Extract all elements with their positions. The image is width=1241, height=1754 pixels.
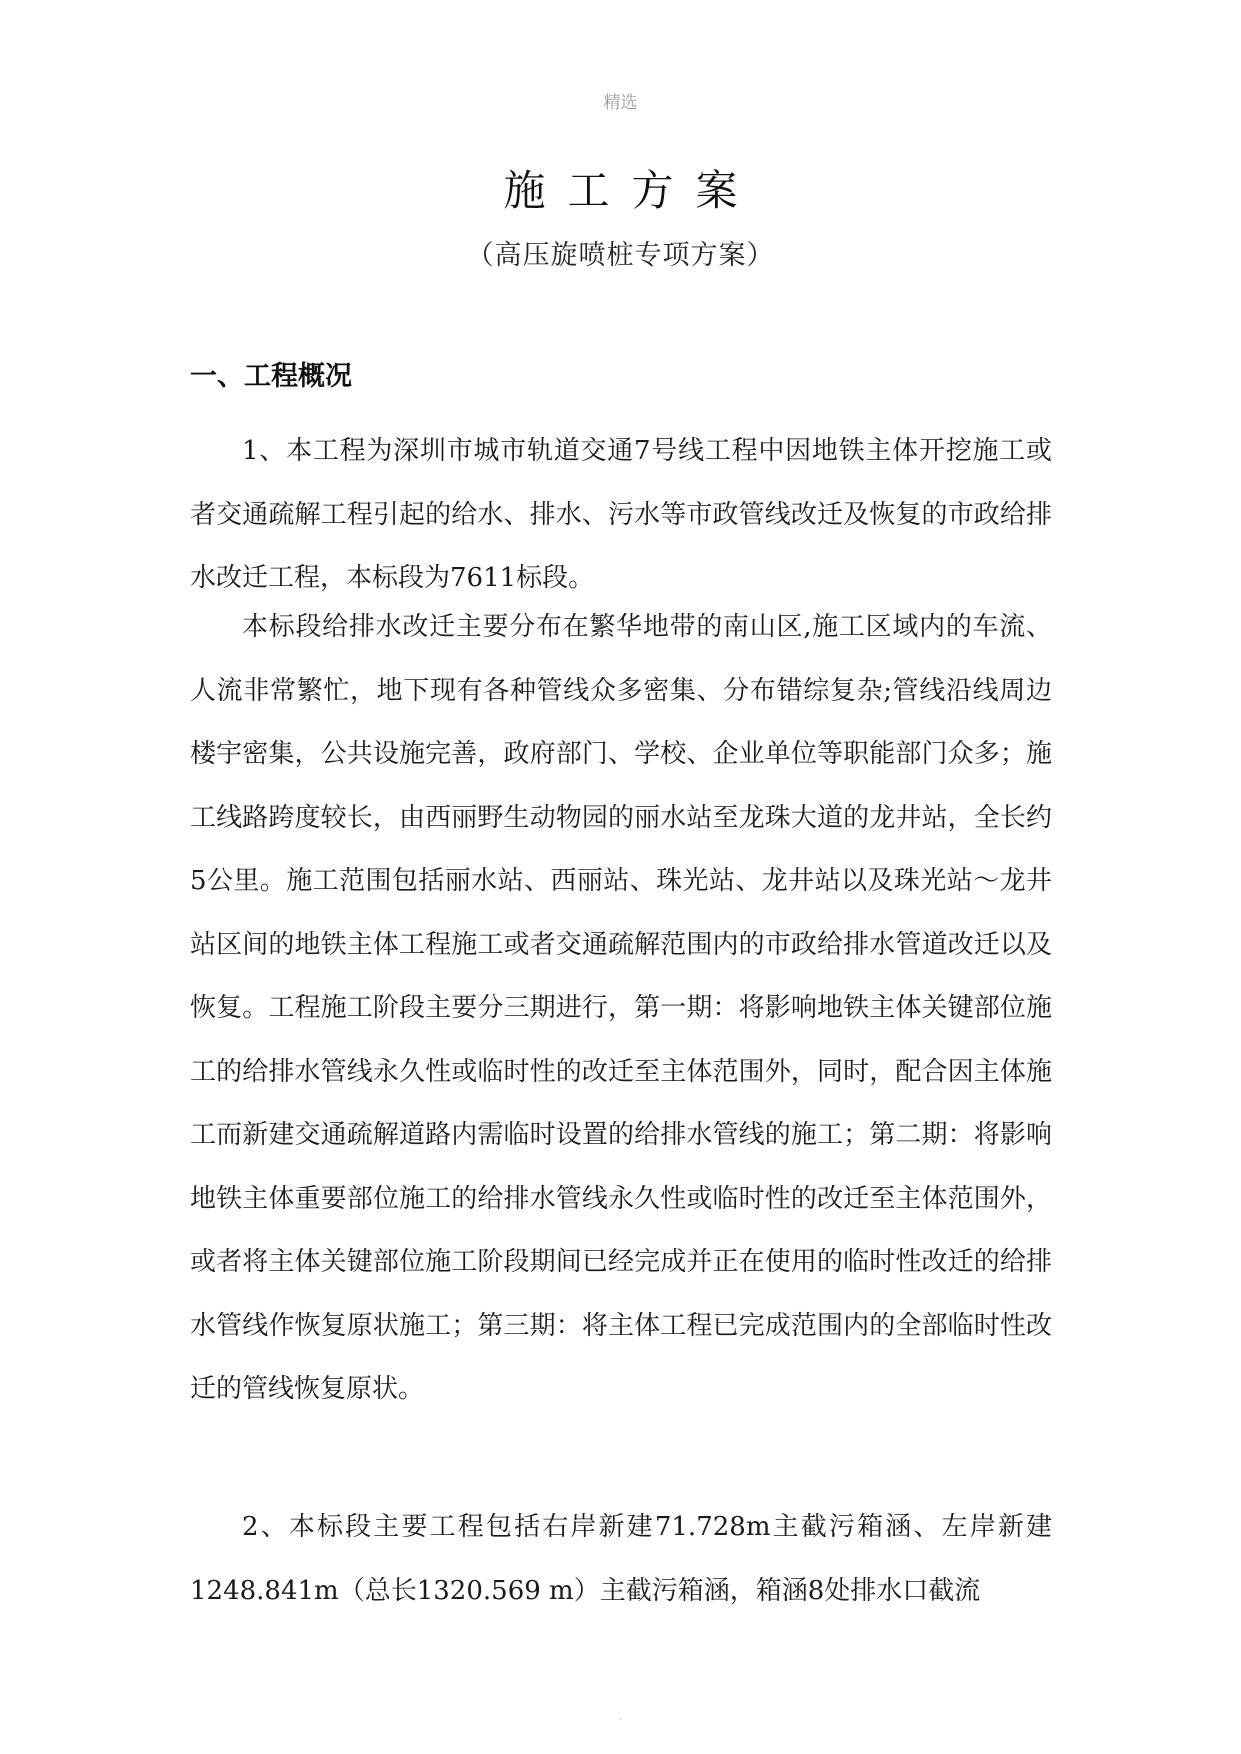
footer-mark: . — [618, 1712, 623, 1723]
section-heading: 一、工程概况 — [190, 361, 352, 392]
document-title: 施工方案 — [503, 166, 760, 215]
document-subtitle: （高压旋喷桩专项方案） — [466, 240, 775, 271]
paragraph-3: 2、本标段主要工程包括右岸新建71.728m主截污箱涵、左岸新建1248.841m（总长1320.569 m）主截污箱涵，箱涵8处排水口截流 — [190, 1512, 1052, 1606]
paragraph-2: 本标段给排水改迁主要分布在繁华地带的南山区,施工区域内的车流、人流非常繁忙，地下现有各种管线众多密集、分布错综复杂;管线沿线周边楼宇密集，公共设施完善，政府部门、学校、企业单位等职能部门众多；施工线路跨度较长，由西丽野生动物园的丽水站至龙珠大道的龙井站，全长约5公里。施工范围包括丽水站、西丽站、珠光站、龙井站以及珠光站～龙井站区间的地铁主体工程施工或者交通疏解范围内的市政给排水管道改迁以及恢复。工程施工阶段主要分三期进行，第一期：将影响地铁主体关键部位施工的给排水管线永久性或临时性的改迁至主体范围外，同时，配合因主体施工而新建交通疏解道路内需临时设置的给排水管线的施工；第二期：将影响地铁主体重要部位施工的给排水管线永久性或临时性的改迁至主体范围外，或者将主体关键部位施工阶段期间已经完成并正在使用的临时性改迁的给排水管线作恢复原状施工；第三期：将主体工程已完成范围内的全部临时性改迁的管线恢复原状。 — [190, 612, 1052, 1404]
header-watermark-text: 精选 — [603, 93, 638, 113]
paragraph-1: 1、本工程为深圳市城市轨道交通7号线工程中因地铁主体开挖施工或者交通疏解工程引起的给水、排水、污水等市政管线改迁及恢复的市政给排水改迁工程，本标段为7611标段。 — [190, 436, 1052, 593]
